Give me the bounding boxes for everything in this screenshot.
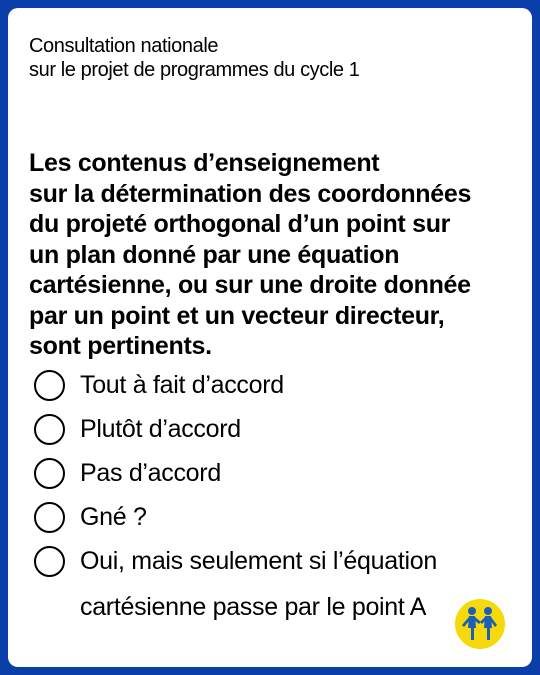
question-text: [29, 148, 529, 362]
question-line: sont pertinents.: [29, 332, 212, 360]
option-label-line2: cartésienne passe par le point A: [80, 593, 427, 621]
header-title: Consultation nationale: [29, 35, 219, 57]
question-line: par un point et un vecteur directeur,: [29, 301, 445, 330]
radio-button[interactable]: [34, 458, 65, 489]
logo-figure-head-left: [468, 607, 476, 615]
survey-card: [8, 8, 532, 667]
logo-background-circle: [455, 599, 505, 649]
option-label: Pas d’accord: [80, 459, 221, 487]
question-line: sur la détermination des coordonnées: [29, 179, 472, 208]
radio-button[interactable]: [34, 414, 65, 445]
question-line: un plan donné par une équation: [29, 240, 400, 269]
option-label: Plutôt d’accord: [80, 415, 241, 443]
header-subtitle: sur le projet de programmes du cycle 1: [29, 59, 360, 81]
radio-button[interactable]: [34, 546, 65, 577]
question-line: cartésienne, ou sur une droite donnée: [29, 271, 471, 299]
question-line: du projeté orthogonal d’un point sur: [29, 210, 451, 238]
option-label: Oui, mais seulement si l’équation: [80, 547, 437, 575]
radio-button[interactable]: [34, 370, 65, 401]
radio-button[interactable]: [34, 502, 65, 533]
logo-figure-head-right: [484, 607, 492, 615]
people-logo-icon: [454, 598, 506, 650]
question-line: Les contenus d’enseignement: [29, 149, 380, 177]
option-label: Tout à fait d’accord: [80, 371, 284, 399]
option-label: Gné ?: [80, 503, 147, 531]
survey-header: [29, 34, 360, 82]
